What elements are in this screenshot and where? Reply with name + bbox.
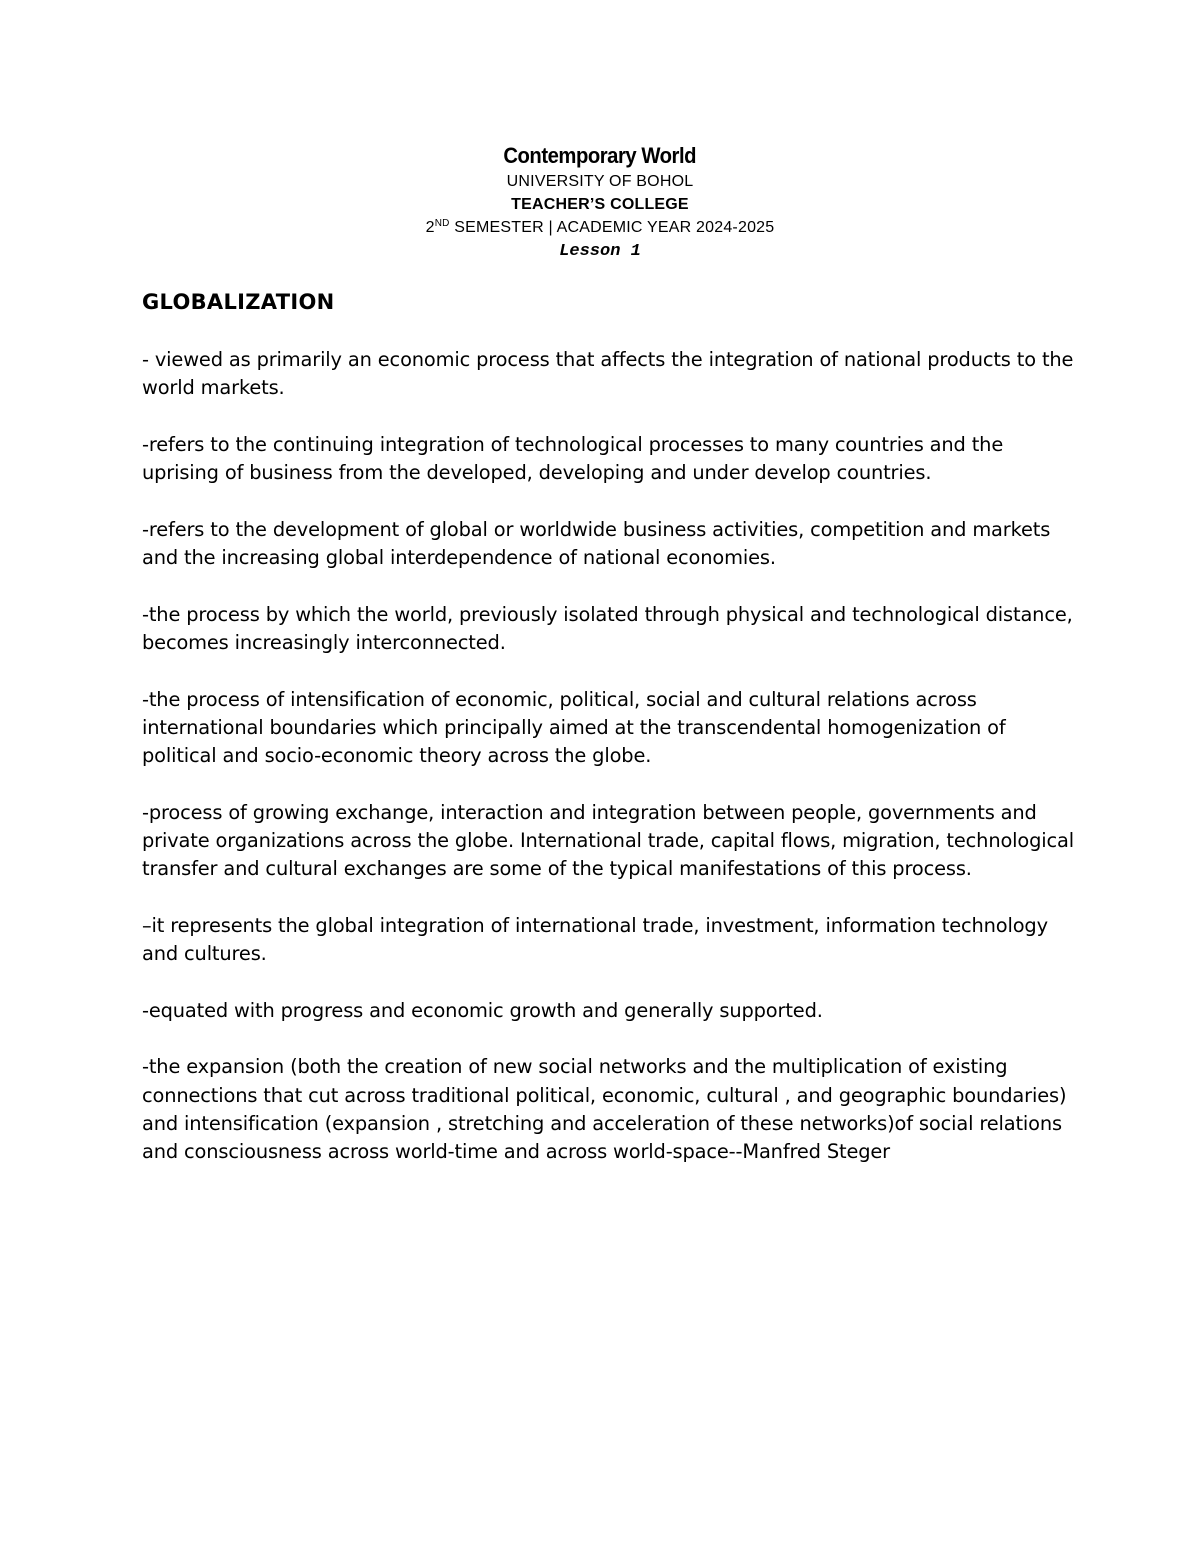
university-name: UNIVERSITY OF BOHOL — [506, 173, 694, 190]
definition-paragraph: -equated with progress and economic growth and generally supported. — [142, 998, 823, 1022]
section-title: GLOBALIZATION — [142, 290, 335, 314]
course-title: Contemporary World — [503, 143, 697, 168]
semester-number: 2 — [425, 219, 435, 236]
definition-paragraph: -refers to the development of global or worldwide business activities, competition and markets and the increasing global interdependence of national economies. — [142, 517, 1051, 570]
college-name: TEACHER’S COLLEGE — [511, 196, 689, 213]
definition-paragraph: -the process by which the world, previously isolated through physical and technological distance, becomes increasingly interconnected. — [142, 602, 1073, 654]
definition-paragraph: -process of growing exchange, interaction and integration between people, governments and private organizations across the globe. International trade, capital flows, migration, technological transfer and cultural exchanges are some of the typical manifestations of this process. — [142, 800, 1074, 881]
semester-line — [0, 216, 1200, 239]
document-header — [0, 142, 1200, 265]
semester-ordinal: ND — [434, 218, 450, 229]
semester-academic-year: SEMESTER | ACADEMIC YEAR 2024-2025 — [449, 219, 775, 236]
definition-paragraph: –it represents the global integration of international trade, investment, information technology and cultures. — [142, 913, 1048, 966]
definition-paragraph: -refers to the continuing integration of technological processes to many countries and the uprising of business from the developed, developing and under develop countries. — [142, 432, 1004, 485]
document-body — [142, 286, 1082, 1195]
definition-paragraph: -the expansion (both the creation of new social networks and the multiplication of existing connections that cut across traditional political, economic, cultural , and geographic boundaries) and intensification (expansion , stretching and acceleration of these networks)of social relations and consciousness across world-time and across world-space--Manfred Steger — [142, 1055, 1067, 1164]
definition-paragraph: -the process of intensification of economic, political, social and cultural relations across international boundaries which principally aimed at the transcendental homogenization of political and socio-economic theory across the globe. — [142, 687, 1006, 768]
lesson-label: Lesson 1 — [559, 242, 641, 261]
course-title-row — [0, 142, 1200, 170]
definition-paragraph: - viewed as primarily an economic process that affects the integration of national products to the world markets. — [142, 348, 1074, 400]
